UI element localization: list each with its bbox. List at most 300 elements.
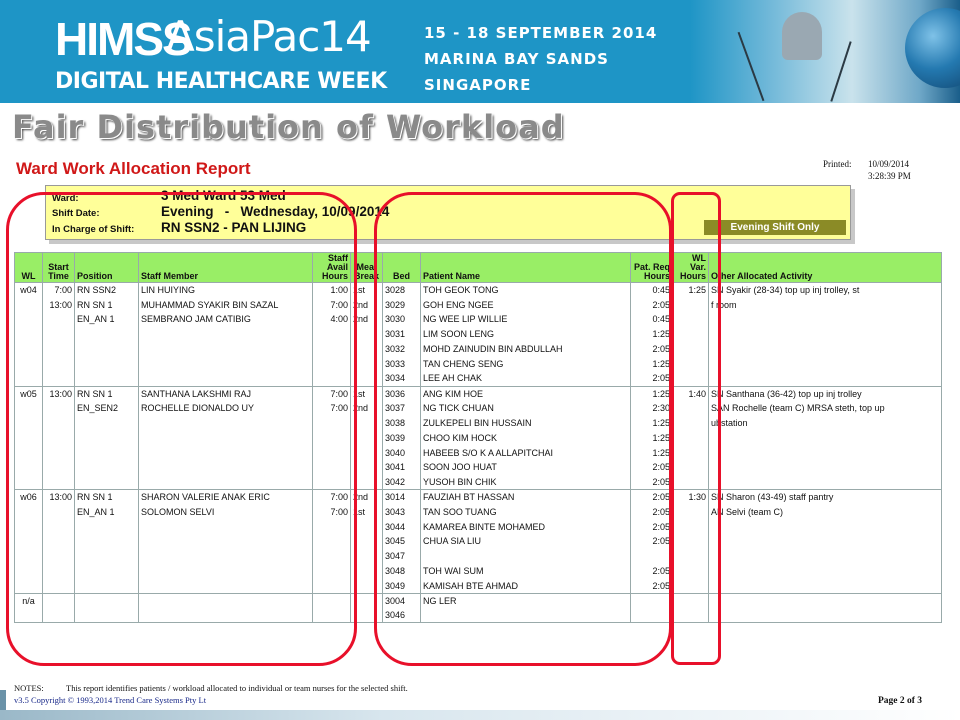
cell-other-activity: SN Syakir (28-34) top up inj trolley, st [709,283,942,298]
cell-staff-member [139,534,313,549]
cell-bed: 3046 [383,608,421,623]
cell-patient-name: NG LER [421,593,631,608]
cell-position [75,460,139,475]
col-header-pat-req-hours: Pat. Req Hours [631,253,673,283]
cell-start-time [43,504,75,519]
col-header-wl: WL [15,253,43,283]
cell-meal-break: 1st [351,386,383,401]
event-name: DIGITAL HEALTHCARE WEEK [55,69,387,94]
cell-pat-req-hours: 1:25 [631,356,673,371]
cell-position [75,445,139,460]
cell-bed: 3038 [383,416,421,431]
cell-other-activity: f room [709,297,942,312]
cell-staff-member: SHARON VALERIE ANAK ERIC [139,490,313,505]
table-row [15,401,942,416]
cell-position [75,356,139,371]
cell-pat-req-hours: 0:45 [631,283,673,298]
cell-start-time [43,342,75,357]
table-row [15,445,942,460]
cell-pat-req-hours: 2:05 [631,297,673,312]
cell-pat-req-hours: 1:25 [631,445,673,460]
table-row [15,371,942,386]
cell-meal-break: 2nd [351,401,383,416]
cell-wl [15,445,43,460]
cell-start-time: 13:00 [43,490,75,505]
cell-position [75,327,139,342]
cell-wl-var-hours [673,401,709,416]
cell-wl-var-hours [673,608,709,623]
cell-start-time [43,460,75,475]
cell-other-activity: SAN Rochelle (team C) MRSA steth, top up [709,401,942,416]
cell-other-activity [709,342,942,357]
cell-start-time [43,416,75,431]
cell-patient-name: GOH ENG NGEE [421,297,631,312]
cell-wl [15,401,43,416]
cell-patient-name: YUSOH BIN CHIK [421,475,631,490]
cell-bed: 3014 [383,490,421,505]
cell-other-activity [709,519,942,534]
col-header-bed: Bed [383,253,421,283]
table-row [15,460,942,475]
cell-other-activity [709,475,942,490]
cell-staff-member [139,608,313,623]
cell-position [75,342,139,357]
cell-start-time [43,549,75,564]
printed-stamp [823,158,911,182]
cell-pat-req-hours: 2:30 [631,401,673,416]
cell-wl-var-hours [673,475,709,490]
cell-staff-member [139,460,313,475]
cell-bed: 3049 [383,578,421,593]
cell-bed: 3043 [383,504,421,519]
col-header-patient-name: Patient Name [421,253,631,283]
cell-meal-break [351,430,383,445]
cell-start-time [43,578,75,593]
cell-wl [15,519,43,534]
cell-pat-req-hours: 2:05 [631,460,673,475]
cell-bed: 3041 [383,460,421,475]
cell-staff-member [139,578,313,593]
cell-meal-break: 1st [351,504,383,519]
cell-patient-name: TAN SOO TUANG [421,504,631,519]
brand-himss-logo: HIMSS [55,13,191,65]
cell-start-time [43,327,75,342]
cell-other-activity [709,445,942,460]
cell-staff-member: SEMBRANO JAM CATIBIG [139,312,313,327]
cell-wl [15,608,43,623]
cell-wl-var-hours [673,504,709,519]
cell-bed: 3045 [383,534,421,549]
cell-wl: w06 [15,490,43,505]
cell-staff-avail [313,578,351,593]
cell-meal-break [351,475,383,490]
cell-staff-avail [313,564,351,579]
table-row [15,504,942,519]
cell-staff-member [139,342,313,357]
cell-meal-break [351,549,383,564]
cell-wl [15,534,43,549]
allocation-table [14,252,942,623]
cell-meal-break [351,356,383,371]
cell-staff-avail [313,593,351,608]
cell-position [75,416,139,431]
cell-pat-req-hours [631,608,673,623]
cell-wl [15,312,43,327]
cell-patient-name: CHUA SIA LIU [421,534,631,549]
cell-other-activity [709,534,942,549]
cell-bed: 3040 [383,445,421,460]
event-venue: MARINA BAY SANDS [424,50,609,68]
cell-patient-name: TOH GEOK TONG [421,283,631,298]
cell-bed: 3032 [383,342,421,357]
ward-value: 3 Med Ward 53 Med [161,188,286,203]
cell-position [75,534,139,549]
cell-pat-req-hours: 2:05 [631,519,673,534]
table-row [15,327,942,342]
cell-staff-avail: 7:00 [313,386,351,401]
cell-staff-member [139,593,313,608]
cell-bed: 3042 [383,475,421,490]
cell-position: EN_SEN2 [75,401,139,416]
page-number: Page 2 of 3 [878,696,923,706]
table-row [15,475,942,490]
cell-wl: n/a [15,593,43,608]
cell-bed: 3028 [383,283,421,298]
cell-bed: 3039 [383,430,421,445]
printed-date: 10/09/2014 [868,159,910,169]
cell-wl-var-hours [673,578,709,593]
microphone-icon [830,41,851,102]
speaker-figure-icon [782,12,822,60]
cell-start-time [43,475,75,490]
table-row [15,283,942,298]
table-row [15,356,942,371]
cell-wl [15,371,43,386]
cell-wl: w04 [15,283,43,298]
cell-pat-req-hours: 0:45 [631,312,673,327]
cell-staff-member: SANTHANA LAKSHMI RAJ [139,386,313,401]
col-header-meal-break: Meal Break [351,253,383,283]
cell-bed: 3030 [383,312,421,327]
cell-other-activity [709,549,942,564]
cell-meal-break [351,371,383,386]
cell-staff-member: MUHAMMAD SYAKIR BIN SAZAL [139,297,313,312]
microphone-icon [738,32,765,101]
event-city: SINGAPORE [424,76,532,94]
cell-bed: 3047 [383,549,421,564]
cell-position [75,608,139,623]
cell-staff-member [139,327,313,342]
cell-wl [15,460,43,475]
col-header-wl-var-hours: WL Var. Hours [673,253,709,283]
cell-other-activity [709,564,942,579]
table-row [15,430,942,445]
table-row [15,564,942,579]
col-header-staff-member: Staff Member [139,253,313,283]
cell-meal-break [351,416,383,431]
cell-other-activity: AN Selvi (team C) [709,504,942,519]
cell-wl [15,430,43,445]
cell-meal-break [351,564,383,579]
cell-patient-name: MOHD ZAINUDIN BIN ABDULLAH [421,342,631,357]
cell-wl-var-hours [673,593,709,608]
report-notes [14,683,408,693]
cell-position: RN SN 1 [75,490,139,505]
cell-meal-break [351,593,383,608]
cell-wl [15,578,43,593]
cell-pat-req-hours: 2:05 [631,371,673,386]
table-row [15,519,942,534]
cell-staff-avail [313,475,351,490]
cell-patient-name: LIM SOON LENG [421,327,631,342]
shift-badge: Evening Shift Only [704,220,846,235]
cell-wl [15,475,43,490]
cell-start-time [43,401,75,416]
slide-bottom-strip [0,710,960,720]
cell-pat-req-hours [631,593,673,608]
slide-title: Fair Distribution of Workload [12,108,565,146]
cell-wl-var-hours: 1:30 [673,490,709,505]
cell-pat-req-hours: 1:25 [631,416,673,431]
cell-meal-break [351,460,383,475]
table-row [15,386,942,401]
table-row [15,312,942,327]
cell-other-activity [709,460,942,475]
cell-wl-var-hours [673,430,709,445]
cell-start-time: 13:00 [43,386,75,401]
cell-pat-req-hours: 2:05 [631,504,673,519]
cell-bed: 3029 [383,297,421,312]
cell-meal-break [351,342,383,357]
cell-bed: 3048 [383,564,421,579]
cell-patient-name: ZULKEPELI BIN HUSSAIN [421,416,631,431]
cell-patient-name: ANG KIM HOE [421,386,631,401]
cell-staff-avail: 7:00 [313,401,351,416]
cell-position [75,475,139,490]
cell-pat-req-hours: 1:25 [631,430,673,445]
col-header-start-time: Start Time [43,253,75,283]
notes-label: NOTES: [14,683,44,693]
cell-meal-break [351,327,383,342]
cell-meal-break: 2nd [351,312,383,327]
cell-start-time [43,534,75,549]
cell-patient-name: KAMAREA BINTE MOHAMED [421,519,631,534]
cell-staff-avail [313,342,351,357]
table-row [15,297,942,312]
cell-pat-req-hours: 2:05 [631,534,673,549]
cell-staff-avail [313,460,351,475]
cell-start-time [43,593,75,608]
cell-start-time [43,564,75,579]
cell-position: RN SN 1 [75,297,139,312]
cell-staff-member [139,564,313,579]
cell-staff-avail [313,327,351,342]
cell-wl [15,416,43,431]
cell-start-time [43,371,75,386]
cell-other-activity [709,430,942,445]
cell-wl-var-hours: 1:25 [673,283,709,298]
cell-wl-var-hours [673,460,709,475]
cell-start-time [43,608,75,623]
cell-position [75,593,139,608]
cell-patient-name: TAN CHENG SENG [421,356,631,371]
cell-bed: 3031 [383,327,421,342]
cell-staff-avail [313,371,351,386]
cell-wl-var-hours [673,416,709,431]
cell-start-time: 13:00 [43,297,75,312]
cell-patient-name [421,549,631,564]
cell-staff-avail: 4:00 [313,312,351,327]
cell-wl-var-hours [673,534,709,549]
cell-staff-member: LIN HUIYING [139,283,313,298]
cell-position: EN_AN 1 [75,504,139,519]
cell-wl [15,564,43,579]
cell-patient-name: LEE AH CHAK [421,371,631,386]
cell-position [75,519,139,534]
cell-meal-break [351,608,383,623]
cell-bed: 3036 [383,386,421,401]
in-charge-label: In Charge of Shift: [52,224,135,235]
cell-other-activity [709,312,942,327]
cell-start-time [43,312,75,327]
cell-patient-name: NG WEE LIP WILLIE [421,312,631,327]
cell-other-activity [709,356,942,371]
cell-staff-avail [313,534,351,549]
cell-staff-member [139,549,313,564]
cell-other-activity [709,327,942,342]
cell-staff-avail [313,356,351,371]
cell-other-activity: SN Santhana (36-42) top up inj trolley [709,386,942,401]
cell-staff-member [139,416,313,431]
shift-date-value: Evening - Wednesday, 10/09/2014 [161,204,390,219]
cell-pat-req-hours: 1:25 [631,386,673,401]
table-row [15,608,942,623]
cell-patient-name: TOH WAI SUM [421,564,631,579]
cell-meal-break [351,519,383,534]
table-row [15,416,942,431]
cell-wl [15,549,43,564]
cell-pat-req-hours: 2:05 [631,564,673,579]
cell-other-activity [709,608,942,623]
cell-position [75,549,139,564]
cell-staff-avail: 7:00 [313,504,351,519]
cell-start-time [43,430,75,445]
cell-wl [15,327,43,342]
cell-wl-var-hours [673,564,709,579]
cell-staff-member: SOLOMON SELVI [139,504,313,519]
table-row [15,534,942,549]
cell-staff-member [139,356,313,371]
cell-wl-var-hours [673,342,709,357]
cell-staff-avail [313,608,351,623]
cell-patient-name: NG TICK CHUAN [421,401,631,416]
cell-other-activity: ubstation [709,416,942,431]
in-charge-value: RN SSN2 - PAN LIJING [161,220,307,235]
cell-staff-member [139,371,313,386]
cell-meal-break [351,445,383,460]
cell-wl-var-hours [673,327,709,342]
brand-asiapac-logo: AsiaPac14 [166,12,371,61]
notes-text: This report identifies patients / workload allocated to individual or team nurses for the selected shift. [66,683,408,693]
ward-label: Ward: [52,193,79,204]
cell-staff-avail: 7:00 [313,297,351,312]
cell-wl-var-hours [673,356,709,371]
event-banner [0,0,960,103]
cell-patient-name: HABEEB S/O K A ALLAPITCHAI [421,445,631,460]
globe-icon [905,8,960,88]
cell-staff-member [139,519,313,534]
cell-wl-var-hours [673,519,709,534]
table-row [15,578,942,593]
printed-label: Printed: [823,159,852,169]
cell-wl-var-hours [673,549,709,564]
cell-position [75,578,139,593]
cell-position [75,430,139,445]
cell-pat-req-hours: 2:05 [631,342,673,357]
cell-pat-req-hours: 2:05 [631,578,673,593]
cell-staff-member [139,475,313,490]
cell-position: RN SSN2 [75,283,139,298]
table-header-row [15,253,942,283]
cell-meal-break: 2nd [351,297,383,312]
cell-staff-avail [313,445,351,460]
table-row [15,549,942,564]
shift-date-label: Shift Date: [52,208,100,219]
event-details [424,20,657,98]
cell-wl-var-hours: 1:40 [673,386,709,401]
cell-other-activity [709,578,942,593]
table-row [15,593,942,608]
cell-other-activity: SN Sharon (43-49) staff pantry [709,490,942,505]
cell-meal-break [351,534,383,549]
banner-photo [690,0,960,103]
ward-info-box [45,185,851,240]
cell-staff-avail: 1:00 [313,283,351,298]
cell-meal-break: 1st [351,283,383,298]
cell-bed: 3034 [383,371,421,386]
cell-wl [15,356,43,371]
cell-wl-var-hours [673,445,709,460]
cell-position [75,564,139,579]
cell-wl [15,504,43,519]
table-row [15,342,942,357]
cell-wl-var-hours [673,371,709,386]
cell-patient-name: KAMISAH BTE AHMAD [421,578,631,593]
cell-pat-req-hours: 2:05 [631,475,673,490]
cell-other-activity [709,371,942,386]
cell-bed: 3004 [383,593,421,608]
cell-pat-req-hours: 2:05 [631,490,673,505]
col-header-other-activity: Other Allocated Activity [709,253,942,283]
cell-staff-member [139,445,313,460]
cell-staff-avail [313,519,351,534]
cell-staff-avail: 7:00 [313,490,351,505]
cell-wl [15,342,43,357]
cell-meal-break [351,578,383,593]
cell-wl: w05 [15,386,43,401]
cell-patient-name [421,608,631,623]
table-row [15,490,942,505]
cell-position: RN SN 1 [75,386,139,401]
cell-wl [15,297,43,312]
cell-staff-avail [313,416,351,431]
copyright-text: v3.5 Copyright © 1993,2014 Trend Care Systems Pty Lt [14,695,207,705]
cell-start-time [43,356,75,371]
cell-patient-name: CHOO KIM HOCK [421,430,631,445]
event-dates: 15 - 18 SEPTEMBER 2014 [424,24,658,42]
cell-position [75,371,139,386]
col-header-staff-avail-hours: Staff Avail Hours [313,253,351,283]
